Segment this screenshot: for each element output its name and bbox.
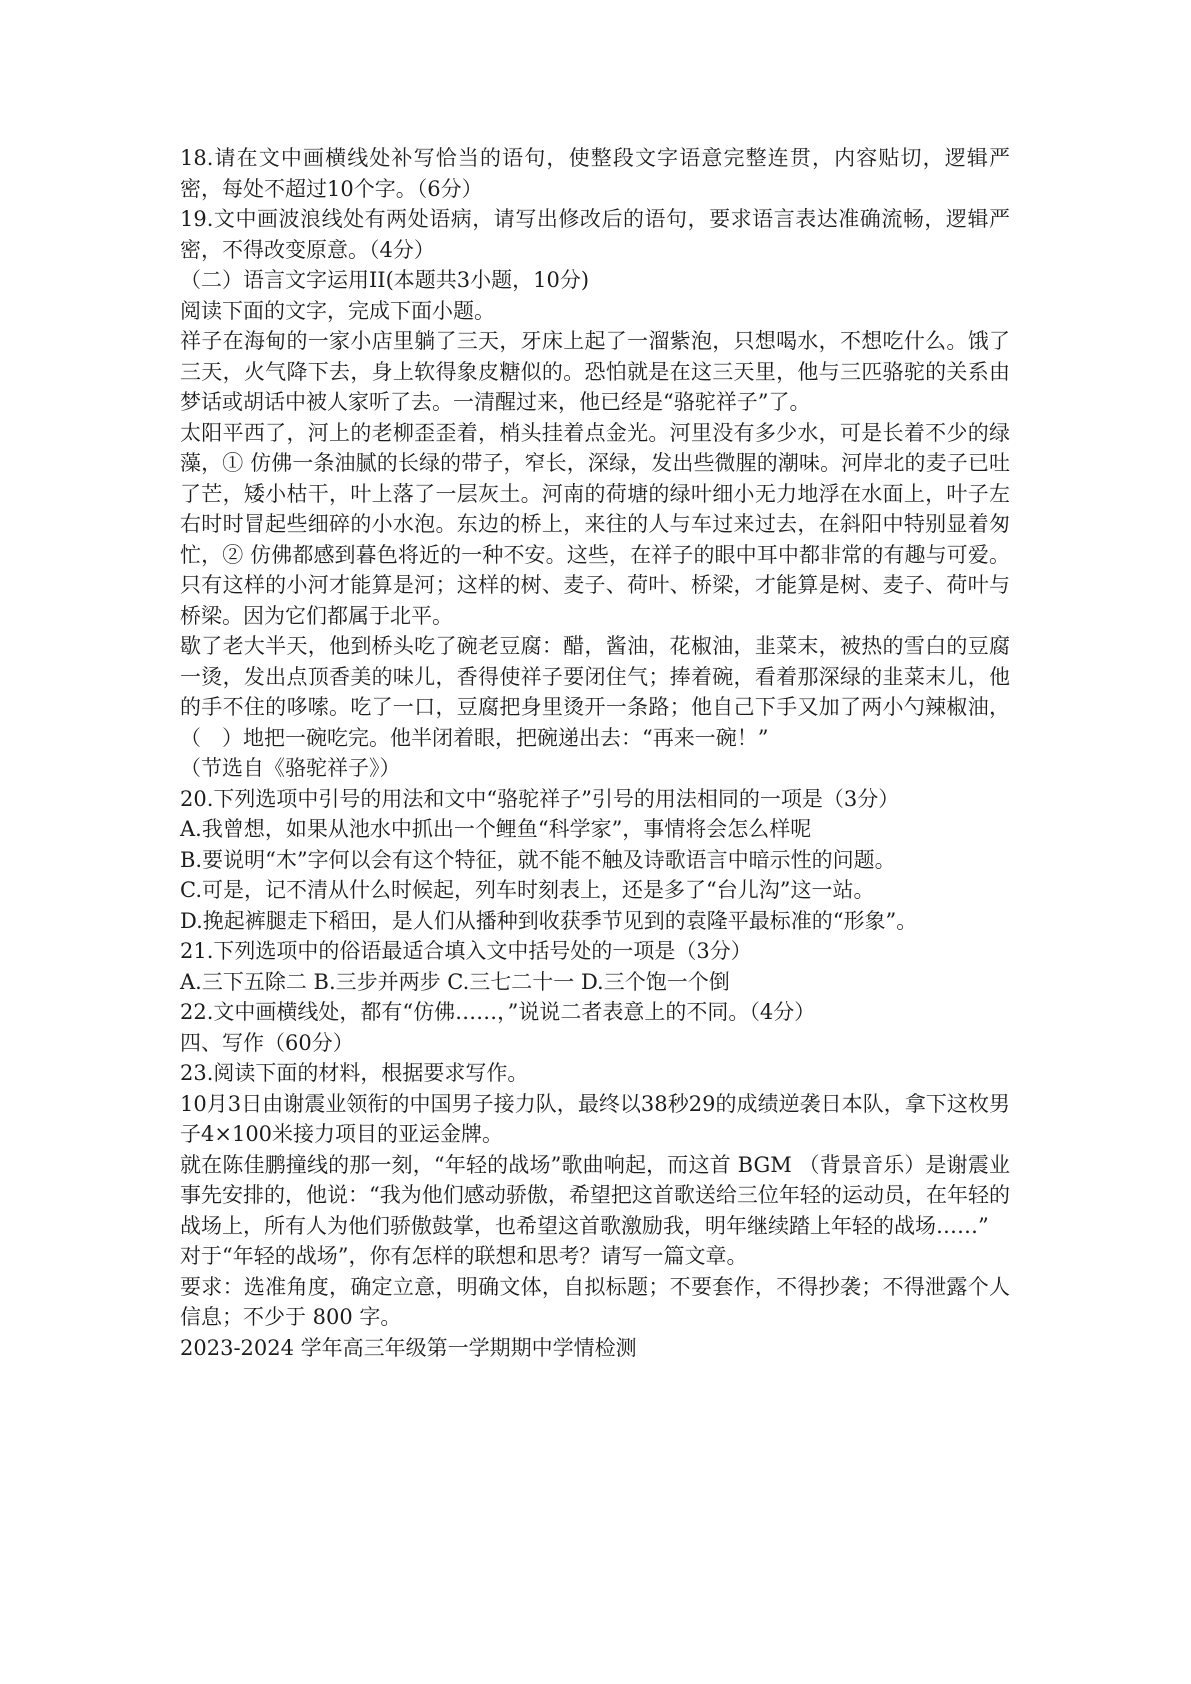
question-23-stem: 23.阅读下面的材料，根据要求写作。: [180, 1061, 529, 1085]
question-23-prompt: 对于“年轻的战场”，你有怎样的联想和思考？请写一篇文章。: [180, 1244, 748, 1268]
question-23-requirements: 要求：选准角度，确定立意，明确文体，自拟标题；不要套作，不得抄袭；不得泄露个人信息；不少于 800 字。: [180, 1274, 1010, 1329]
passage-source: （节选自《骆驼祥子》）: [180, 756, 401, 780]
passage-paragraph-1: 祥子在海甸的一家小店里躺了三天，牙床上起了一溜紫泡，只想喝水，不想吃什么。饿了三天，火气降下去，身上软得象皮糖似的。恐怕就是在这三天里，他与三匹骆驼的关系由梦话或胡话中被人家听了去。一清醒过来，他已经是“骆驼祥子”了。: [180, 329, 1010, 414]
passage-paragraph-3: 歇了老大半天，他到桥头吃了碗老豆腐：醋，酱油，花椒油，韭菜末，被热的雪白的豆腐一烫，发出点顶香美的味儿，香得使祥子要闭住气；捧着碗，看着那深绿的韭菜末儿，他的手不住的哆嗦。吃了一口，豆腐把身里烫开一条路；他自己下手又加了两小勺辣椒油，（ ）地把一碗吃完。他半闭着眼，把碗递出去：“再来一碗！”: [180, 634, 1010, 750]
passage-paragraph-2: 太阳平西了，河上的老柳歪歪着，梢头挂着点金光。河里没有多少水，可是长着不少的绿藻，① 仿佛一条油腻的长绿的带子，窄长，深绿，发出些微腥的潮味。河岸北的麦子已吐了芒，矮小枯干，叶上落了一层灰土。河南的荷塘的绿叶细小无力地浮在水面上，叶子左右时时冒起些细碎的小水泡。东边的桥上，来往的人与车过来过去，在斜阳中特别显着匆忙，② 仿佛都感到暮色将近的一种不安。这些，在祥子的眼中耳中都非常的有趣与可爱。只有这样的小河才能算是河；这样的树、麦子、荷叶、桥梁，才能算是树、麦子、荷叶与桥梁。因为它们都属于北平。: [180, 420, 1010, 628]
reading-instruction: 阅读下面的文字，完成下面小题。: [180, 298, 495, 323]
section-2-heading: （二）语言文字运用II(本题共3小题，10分): [180, 268, 590, 292]
question-21-options: A.三下五除二 B.三步并两步 C.三七二十一 D.三个饱一个倒: [180, 969, 730, 994]
question-19: 19.文中画波浪线处有两处语病，请写出修改后的语句，要求语言表达准确流畅，逻辑严密，不得改变原意。（4分）: [180, 207, 1010, 262]
question-20-option-d: D.挽起裤腿走下稻田，是人们从播种到收获季节见到的袁隆平最标准的“形象”。: [180, 908, 918, 933]
exam-page: [180, 143, 1010, 1363]
question-21-stem: 21.下列选项中的俗语最适合填入文中括号处的一项是（3分）: [180, 939, 752, 963]
question-20-stem: 20.下列选项中引号的用法和文中“骆驼祥子”引号的用法相同的一项是（3分）: [180, 786, 900, 811]
question-20-option-a: A.我曾想，如果从池水中抓出一个鲤鱼“科学家”，事情将会怎么样呢: [180, 817, 812, 841]
question-20-option-b: B.要说明“木”字何以会有这个特征，就不能不触及诗歌语言中暗示性的问题。: [180, 847, 896, 872]
page-footer-line: 2023-2024 学年高三年级第一学期期中学情检测: [180, 1335, 637, 1360]
question-22: 22.文中画横线处，都有“仿佛……，”说说二者表意上的不同。（4分）: [180, 1000, 816, 1024]
question-23-material-2: 就在陈佳鹏撞线的那一刻，“年轻的战场”歌曲响起，而这首 BGM （背景音乐）是谢震业事先安排的，他说：“我为他们感动骄傲，希望把这首歌送给三位年轻的运动员，在年轻的战场上，所有人为他们骄傲鼓掌，也希望这首歌激励我，明年继续踏上年轻的战场……”: [180, 1152, 1010, 1238]
question-23-material-1: 10月3日由谢震业领衔的中国男子接力队，最终以38秒29的成绩逆袭日本队，拿下这枚男子4×100米接力项目的亚运金牌。: [180, 1091, 1010, 1146]
question-20-option-c: C.可是，记不清从什么时候起，列车时刻表上，还是多了“台儿沟”这一站。: [180, 878, 875, 902]
question-18: 18.请在文中画横线处补写恰当的语句，使整段文字语意完整连贯，内容贴切，逻辑严密，每处不超过10个字。（6分）: [180, 146, 1010, 201]
section-4-heading: 四、写作（60分）: [180, 1030, 354, 1055]
